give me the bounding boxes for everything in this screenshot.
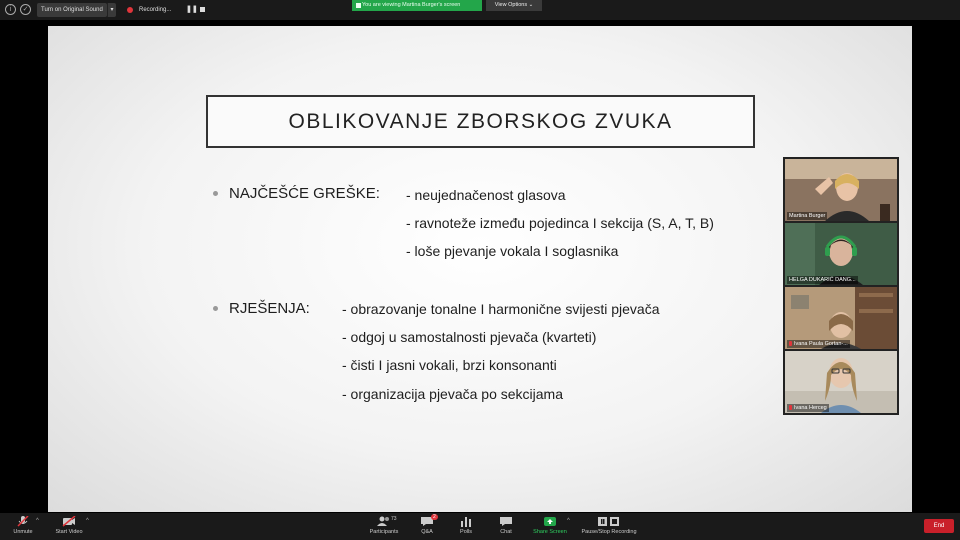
qa-button[interactable]: 2 Q&A <box>421 514 436 535</box>
list-item: - neujednačenost glasova <box>406 187 566 203</box>
video-off-icon <box>62 516 76 527</box>
participant-tile[interactable] <box>785 159 897 221</box>
polls-icon <box>460 516 472 527</box>
chat-icon <box>499 516 513 527</box>
participant-video-strip <box>783 157 899 415</box>
list-item: - odgoj u samostalnosti pjevača (kvarteti) <box>342 329 597 345</box>
list-item: - čisti I jasni vokali, brzi konsonanti <box>342 357 557 373</box>
chat-button[interactable]: Chat <box>495 516 517 535</box>
participants-icon <box>377 516 391 527</box>
participants-count: 73 <box>391 516 397 522</box>
polls-button[interactable]: Polls <box>455 516 477 535</box>
participant-tile[interactable] <box>785 287 897 349</box>
start-video-button[interactable]: Start Video <box>52 516 86 535</box>
microphone-muted-icon <box>789 405 792 410</box>
bullet-icon <box>213 306 218 311</box>
slide-title: OBLIKOVANJE ZBORSKOG ZVUKA <box>288 110 673 133</box>
participant-name: HELGA DUKARIĆ DANG... <box>789 277 856 283</box>
participants-button[interactable]: 73 Participants <box>369 516 399 535</box>
participant-tile[interactable] <box>785 351 897 413</box>
participant-tile[interactable] <box>785 223 897 285</box>
original-sound-button[interactable]: Turn on Original Sound <box>37 3 107 17</box>
view-options-button[interactable]: View Options ⌄ <box>486 0 542 11</box>
list-item: - organizacija pjevača po sekcijama <box>342 386 563 402</box>
chevron-up-icon[interactable]: ^ <box>567 518 570 524</box>
section-label: RJEŠENJA: <box>229 300 310 317</box>
pause-stop-recording-button[interactable]: Pause/Stop Recording <box>578 516 640 535</box>
chevron-down-icon[interactable]: ▾ <box>107 3 116 17</box>
stop-icon[interactable] <box>200 7 205 12</box>
recording-status: Recording... <box>139 7 172 13</box>
list-item: - ravnoteže između pojedinca I sekcija (S, A, T, B) <box>406 215 714 231</box>
slide-title-box <box>206 95 755 148</box>
unmute-button[interactable]: Unmute <box>8 516 38 535</box>
list-item: - obrazovanje tonalne I harmonične svijesti pjevača <box>342 301 660 317</box>
list-item: - loše pjevanje vokala I soglasnika <box>406 243 619 259</box>
section-label: NAJČEŠĆE GREŠKE: <box>229 185 380 202</box>
share-screen-icon <box>543 516 557 527</box>
end-meeting-button[interactable]: End <box>924 519 954 533</box>
pause-stop-icon <box>597 516 621 527</box>
microphone-muted-icon <box>17 516 29 527</box>
top-bar <box>0 0 960 20</box>
chevron-up-icon[interactable]: ^ <box>86 518 89 524</box>
participant-name: Martina Burger <box>789 213 826 219</box>
share-screen-button[interactable]: Share Screen <box>531 516 569 535</box>
pause-icon[interactable]: ❚❚ <box>186 6 198 13</box>
bullet-icon <box>213 191 218 196</box>
microphone-muted-icon <box>789 341 792 346</box>
screen-share-icon <box>356 3 361 8</box>
participant-name: Ivana Herceg <box>787 404 829 412</box>
viewing-banner: You are viewing Martina Burger's screen <box>352 0 482 11</box>
chevron-up-icon[interactable]: ^ <box>36 518 39 524</box>
recording-dot-icon <box>127 7 133 13</box>
meeting-toolbar <box>0 513 960 540</box>
shield-icon[interactable]: ✓ <box>20 4 31 15</box>
qa-badge: 2 <box>433 514 436 520</box>
participant-name: Ivana Paula Gortan-... <box>787 340 850 348</box>
info-icon[interactable]: i <box>5 4 16 15</box>
